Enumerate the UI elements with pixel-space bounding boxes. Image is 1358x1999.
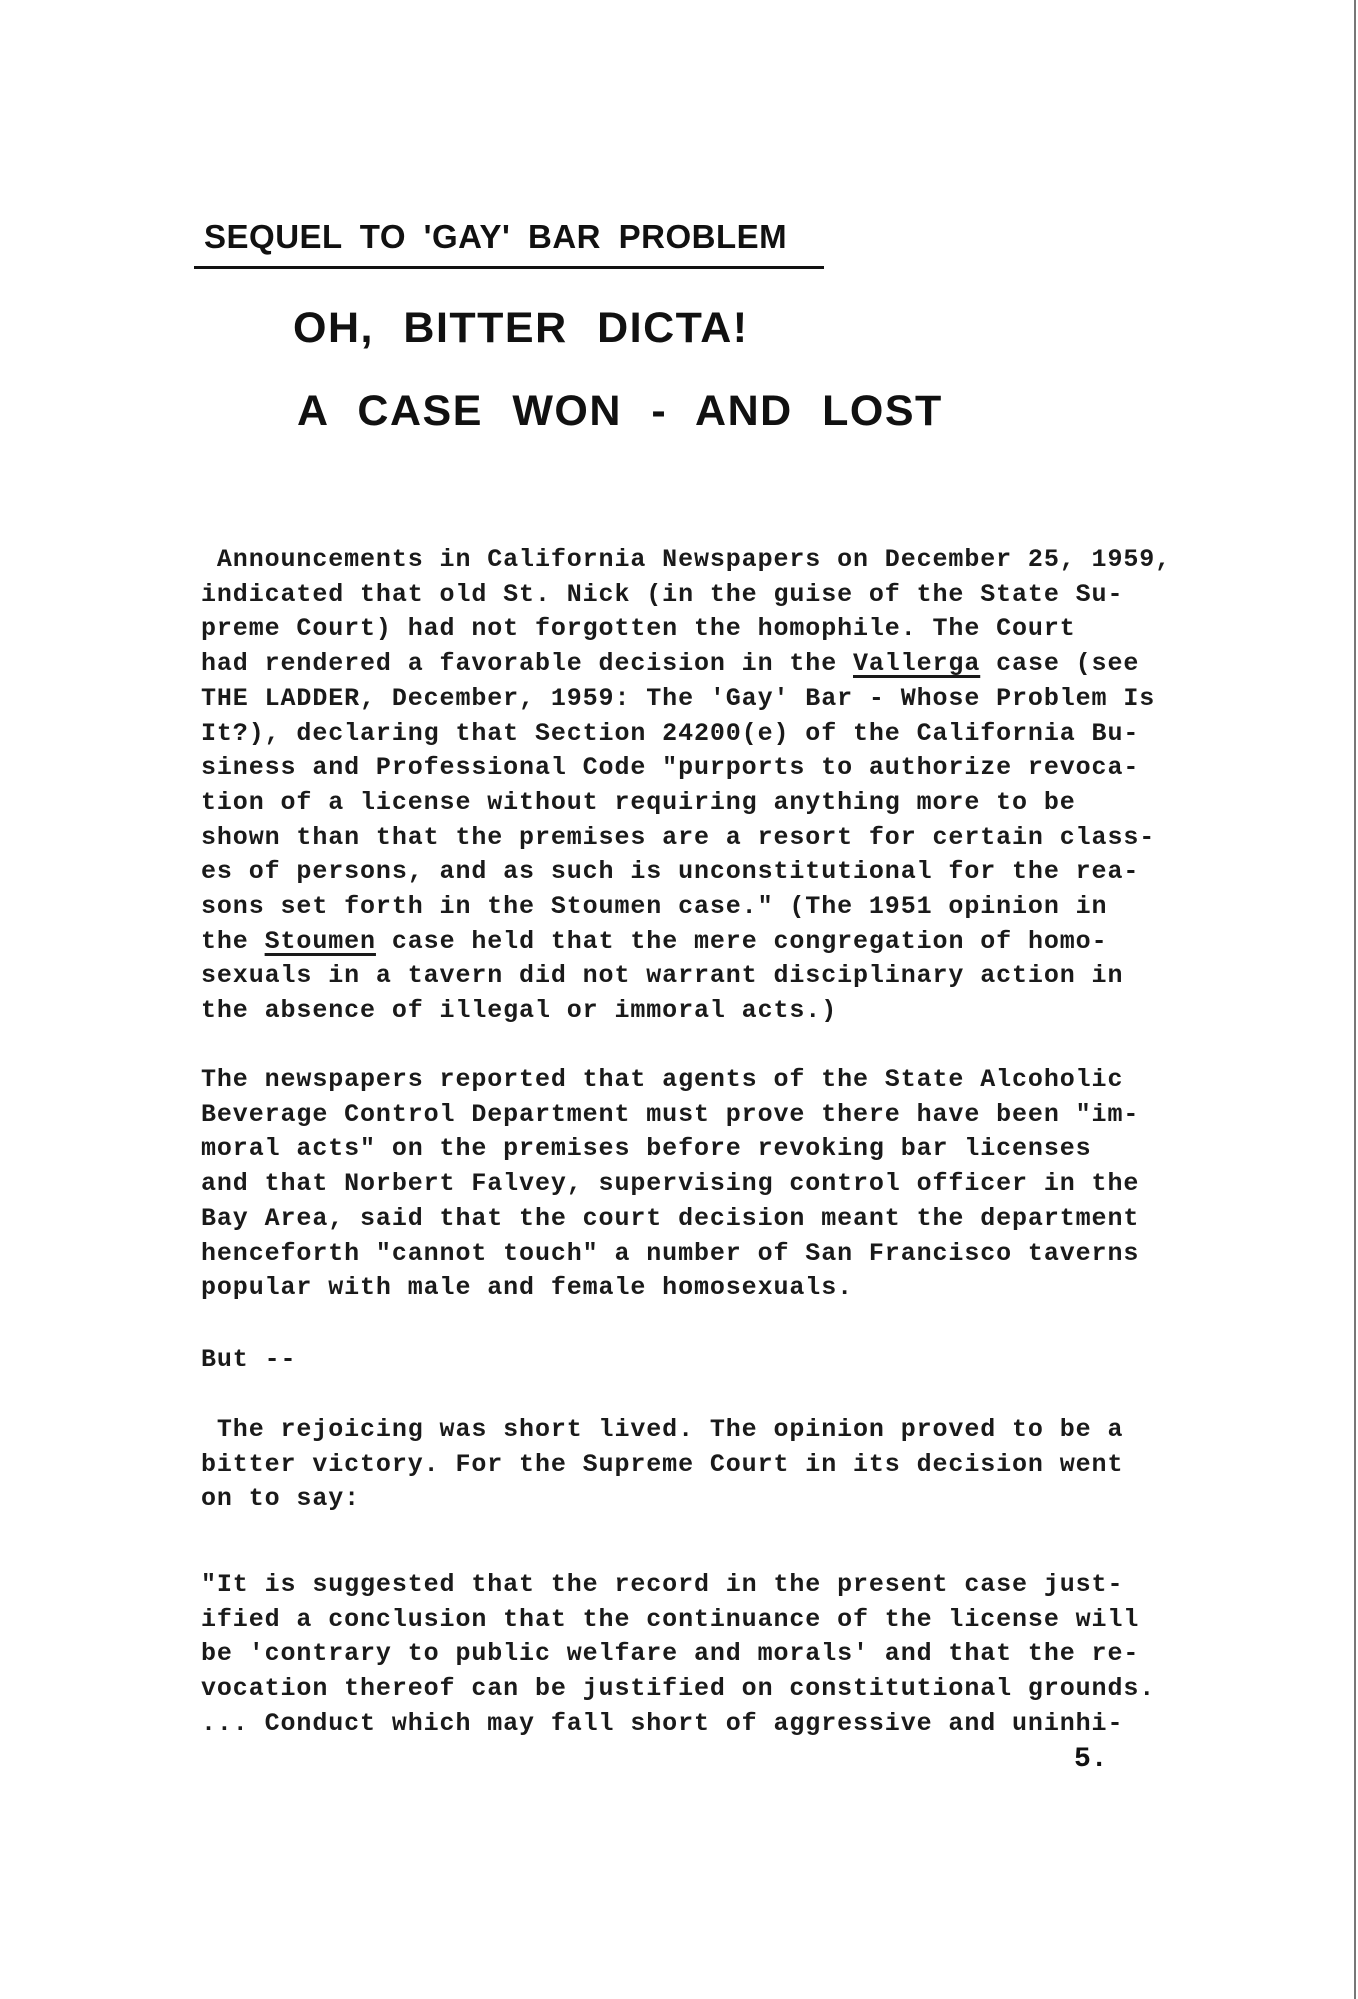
text-line: Announcements in California Newspapers on December 25, 1959,	[201, 545, 1172, 574]
text-line: shown than that the premises are a resort for certain class-	[201, 822, 1156, 852]
kicker-underline	[194, 266, 824, 269]
text-line: indicated that old St. Nick (in the guise of the State Su-	[201, 579, 1124, 609]
text-line: and that Norbert Falvey, supervising control officer in the	[201, 1169, 1140, 1199]
text-line	[201, 649, 1139, 678]
text-line: Beverage Control Department must prove there have been "im-	[201, 1099, 1140, 1129]
text-line: But --	[201, 1345, 297, 1374]
underlined-case-name: Stoumen	[264, 926, 376, 956]
text-line: The newspapers reported that agents of the State Alcoholic	[201, 1065, 1124, 1094]
text-line: tion of a license without requiring anything more to be	[201, 787, 1076, 817]
text-line: ... Conduct which may fall short of aggressive and uninhi-	[201, 1708, 1124, 1738]
text-line: moral acts" on the premises before revoking bar licenses	[201, 1134, 1092, 1164]
text-line: the absence of illegal or immoral acts.)	[201, 996, 838, 1026]
text-line: vocation thereof can be justified on constitutional grounds.	[201, 1674, 1156, 1704]
text-line: sons set forth in the Stoumen case." (The 1951 opinion in	[201, 892, 1108, 921]
text-line: henceforth "cannot touch" a number of San Francisco taverns	[201, 1238, 1140, 1268]
text-line: on to say:	[201, 1484, 361, 1514]
text-segment: case held that the mere congregation of homo-	[375, 926, 1108, 956]
text-line: be 'contrary to public welfare and morals' and that the re-	[201, 1639, 1140, 1669]
underlined-case-name: Vallerga	[853, 649, 981, 679]
text-line: popular with male and female homosexuals.	[201, 1273, 853, 1303]
text-segment: case (see	[980, 649, 1140, 679]
text-segment: the	[201, 926, 265, 956]
text-line: It?), declaring that Section 24200(e) of the California Bu-	[201, 718, 1140, 748]
text-line: preme Court) had not forgotten the homophile. The Court	[201, 614, 1076, 644]
text-line: siness and Professional Code "purports to authorize revoca-	[201, 753, 1140, 783]
text-line: sexuals in a tavern did not warrant disciplinary action in	[201, 961, 1124, 991]
text-line: ified a conclusion that the continuance of the license will	[201, 1604, 1140, 1634]
text-line: The rejoicing was short lived. The opinion proved to be a	[201, 1415, 1124, 1444]
text-line: THE LADDER, December, 1959: The 'Gay' Bar - Whose Problem Is	[201, 683, 1156, 713]
title-line-1: OH, BITTER DICTA!	[293, 304, 749, 352]
kicker-heading: SEQUEL TO 'GAY' BAR PROBLEM	[204, 218, 788, 255]
text-line: "It is suggested that the record in the present case just-	[201, 1570, 1124, 1599]
text-line: Bay Area, said that the court decision meant the department	[201, 1203, 1140, 1233]
text-segment: had rendered a favorable decision in the	[201, 649, 853, 679]
text-line: bitter victory. For the Supreme Court in its decision went	[201, 1449, 1124, 1479]
text-line	[201, 927, 1107, 956]
text-line: es of persons, and as such is unconstitutional for the rea-	[201, 857, 1140, 887]
page-number: 5.	[1074, 1744, 1108, 1775]
title-line-2: A CASE WON - AND LOST	[297, 387, 943, 435]
page-edge	[1354, 0, 1356, 1999]
